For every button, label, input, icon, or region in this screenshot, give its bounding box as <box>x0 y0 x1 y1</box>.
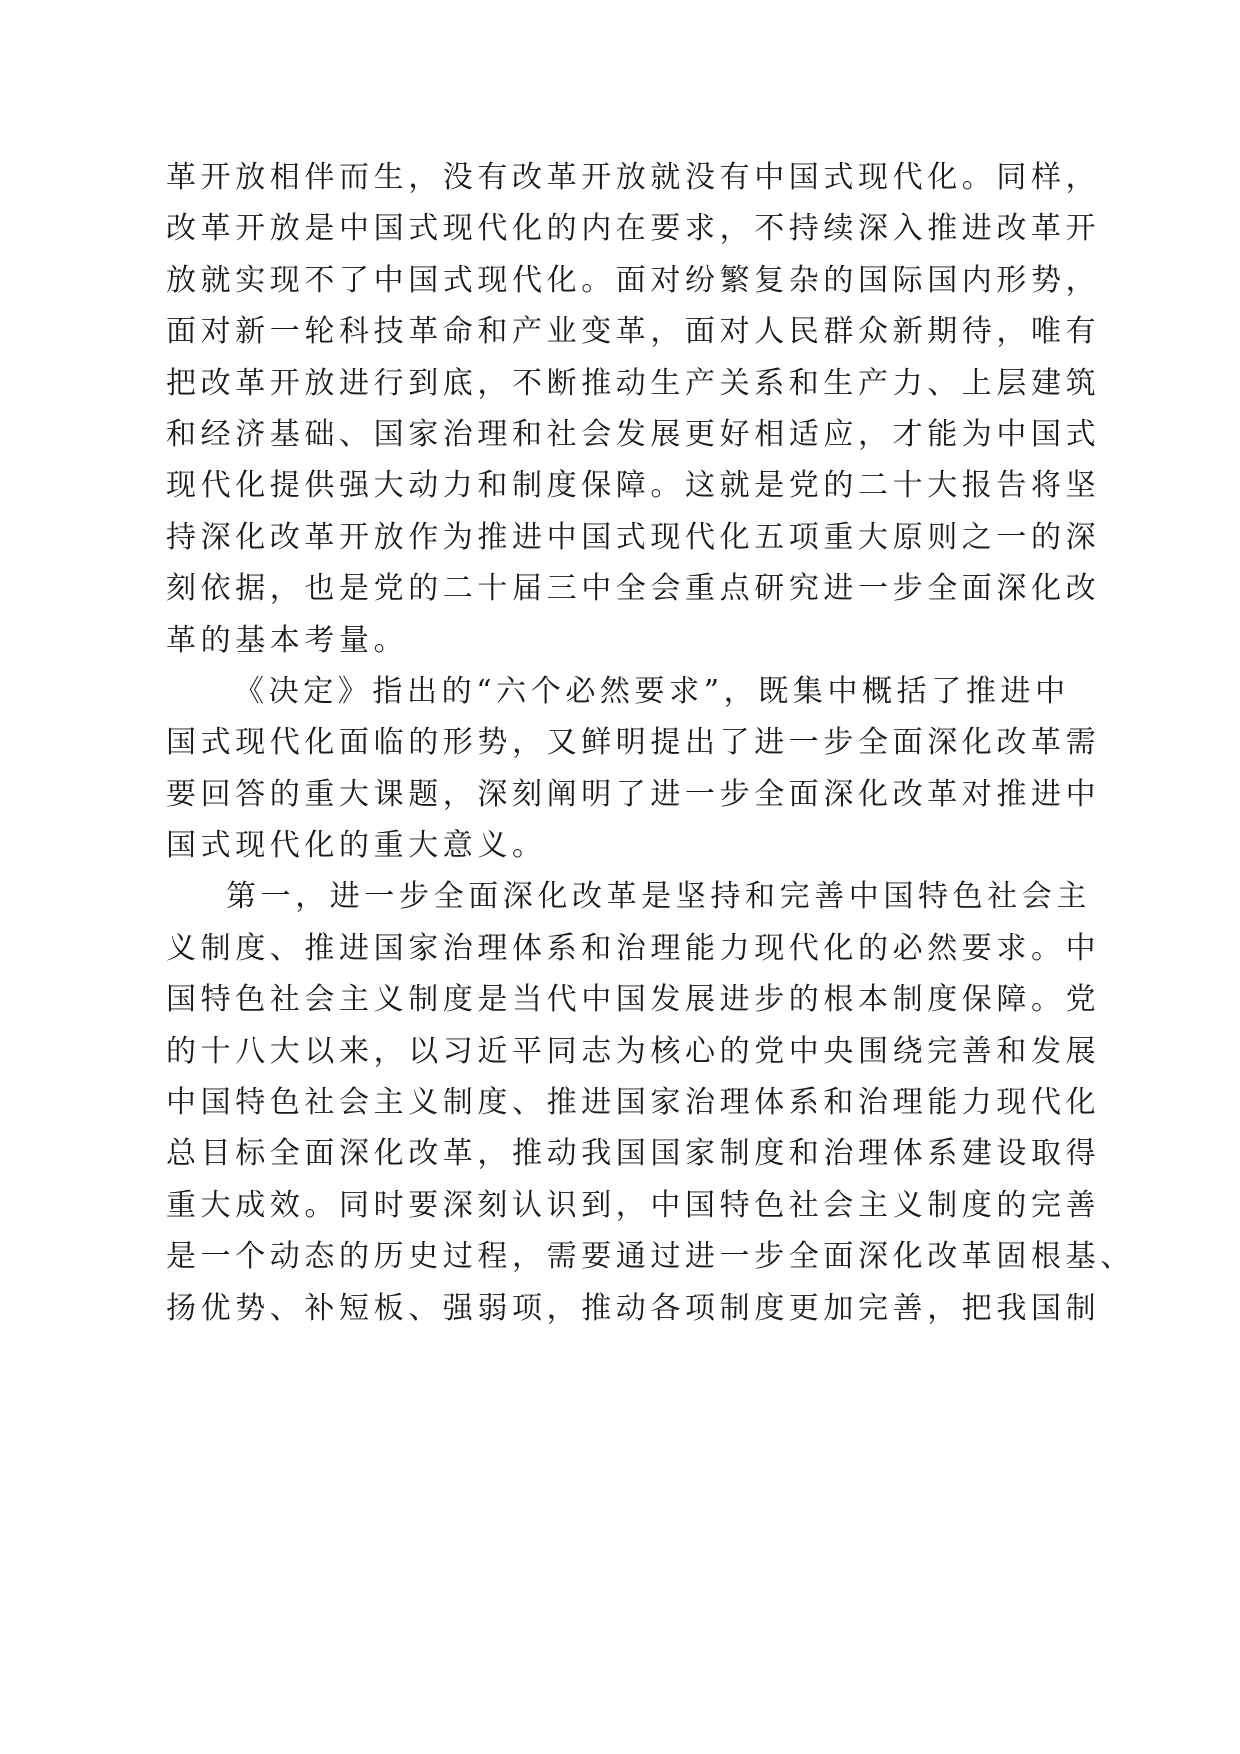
paragraph-1-line-2: 改革开放是中国式现代化的内在要求，不持续深入推进改革开 <box>166 211 1101 247</box>
paragraph-1-line-7: 现代化提供强大动力和制度保障。这就是党的二十大报告将坚 <box>166 468 1101 504</box>
paragraph-2-line-3: 要回答的重大课题，深刻阐明了进一步全面深化改革对推进中 <box>166 776 1101 812</box>
paragraph-1-line-5: 把改革开放进行到底，不断推动生产关系和生产力、上层建筑 <box>166 365 1101 401</box>
paragraph-3-line-8: 是一个动态的历史过程，需要通过进一步全面深化改革固根基、 <box>166 1239 1135 1275</box>
paragraph-3-line-3: 国特色社会主义制度是当代中国发展进步的根本制度保障。党 <box>166 982 1101 1018</box>
paragraph-3-line-1: 第一，进一步全面深化改革是坚持和完善中国特色社会主 <box>226 879 1091 915</box>
paragraph-3-line-6: 总目标全面深化改革，推动我国国家制度和治理体系建设取得 <box>166 1136 1101 1172</box>
paragraph-3-line-2: 义制度、推进国家治理体系和治理能力现代化的必然要求。中 <box>166 930 1101 966</box>
paragraph-2-line-1: 《决定》指出的“六个必然要求”，既集中概括了推进中 <box>234 673 1070 709</box>
paragraph-3-line-7: 重大成效。同时要深刻认识到，中国特色社会主义制度的完善 <box>166 1187 1101 1223</box>
paragraph-1-line-6: 和经济基础、国家治理和社会发展更好相适应，才能为中国式 <box>166 416 1101 452</box>
paragraph-3-line-5: 中国特色社会主义制度、推进国家治理体系和治理能力现代化 <box>166 1085 1101 1121</box>
paragraph-2-line-2: 国式现代化面临的形势，又鲜明提出了进一步全面深化改革需 <box>166 725 1101 761</box>
paragraph-1-line-8: 持深化改革开放作为推进中国式现代化五项重大原则之一的深 <box>166 519 1101 555</box>
paragraph-1-line-4: 面对新一轮科技革命和产业变革，面对人民群众新期待，唯有 <box>166 314 1101 350</box>
paragraph-1-line-9: 刻依据，也是党的二十届三中全会重点研究进一步全面深化改 <box>166 571 1101 607</box>
paragraph-1-line-10: 革的基本考量。 <box>166 622 409 658</box>
paragraph-3-line-9: 扬优势、补短板、强弱项，推动各项制度更加完善，把我国制 <box>166 1290 1101 1326</box>
paragraph-1-line-1: 革开放相伴而生，没有改革开放就没有中国式现代化。同样， <box>166 160 1101 195</box>
document-body <box>166 152 1135 1334</box>
paragraph-1-line-3: 放就实现不了中国式现代化。面对纷繁复杂的国际国内形势， <box>166 262 1101 298</box>
paragraph-3-line-4: 的十八大以来，以习近平同志为核心的党中央围绕完善和发展 <box>166 1033 1101 1069</box>
paragraph-2-line-4: 国式现代化的重大意义。 <box>166 828 547 864</box>
